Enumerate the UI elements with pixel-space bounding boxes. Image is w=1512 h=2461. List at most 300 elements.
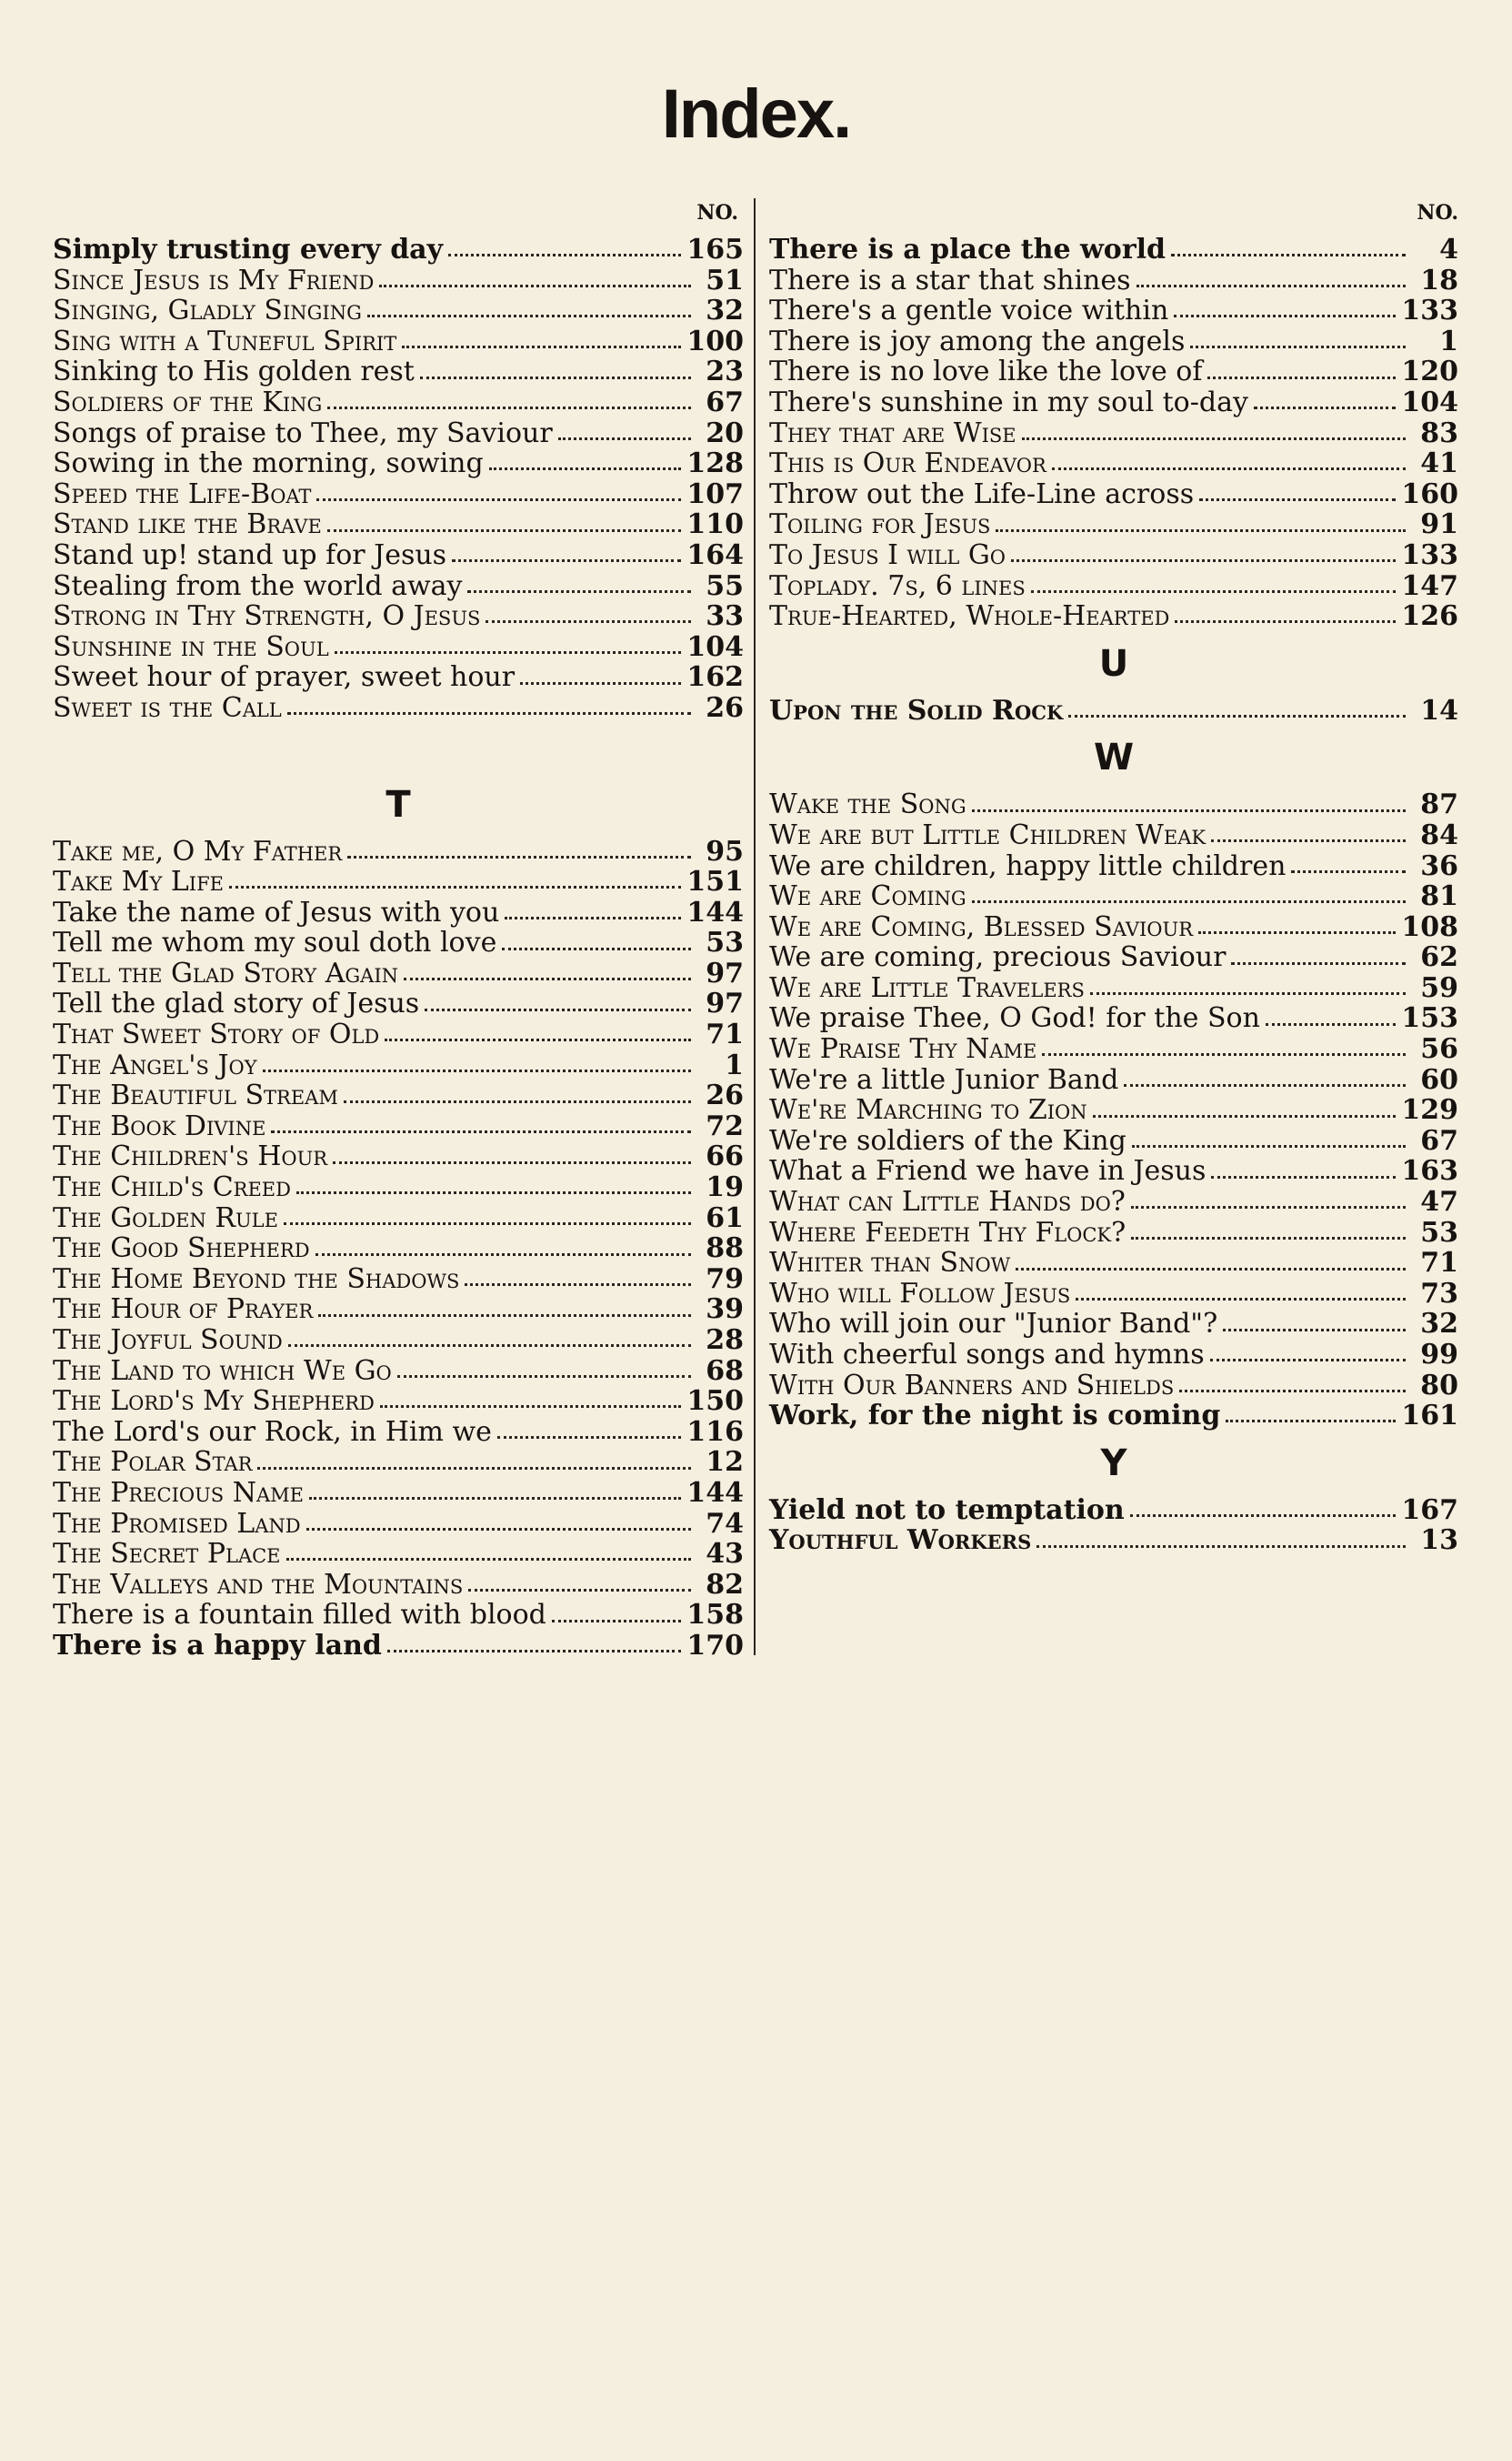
leader-dots [288,1344,691,1347]
leader-dots [452,559,681,562]
entry-number: 13 [1420,1524,1458,1557]
entry-title: There is a place the world [769,234,1166,266]
index-entry [53,1447,744,1478]
entry-number: 79 [706,1262,744,1295]
index-entry [769,851,1458,882]
section-letter-u: U [1098,642,1129,685]
entry-title: Soldiers of the King [53,386,323,418]
entry-number: 60 [1420,1063,1458,1096]
entry-title: The Promised Land [53,1507,301,1540]
right-column [769,191,1458,1556]
index-entry [53,1478,744,1509]
entry-title: Stealing from the world away [53,569,463,602]
leader-dots [1042,1053,1406,1056]
entry-number: 12 [706,1446,744,1479]
index-entry [769,696,1458,727]
leader-dots [296,1191,691,1194]
index-entry [769,357,1458,387]
leader-dots [1226,1420,1396,1422]
entry-number: 26 [706,691,744,724]
index-entry [769,1279,1458,1310]
entry-title: There is joy among the angels [769,325,1186,357]
entry-number: 39 [706,1293,744,1326]
index-entry [53,1172,744,1203]
leader-dots [318,1314,691,1317]
leader-dots [1179,1390,1406,1392]
index-entry [53,387,744,418]
entry-number: 71 [706,1019,744,1051]
group-y [769,1495,1458,1556]
entry-number: 41 [1420,447,1458,480]
index-entry [53,1111,744,1142]
leader-dots [397,1375,691,1378]
leader-dots [385,1039,691,1041]
leader-dots [335,651,682,654]
entry-number: 162 [686,661,744,694]
entry-number: 67 [1420,1124,1458,1157]
leader-dots [380,1405,681,1408]
entry-number: 4 [1439,234,1458,266]
index-entry [769,1525,1458,1556]
leader-dots [1231,962,1406,965]
entry-title: Throw out the Life-Line across [769,477,1195,510]
entry-title: Sweet hour of prayer, sweet hour [53,661,516,694]
entry-number: 84 [1420,819,1458,851]
leader-dots [315,1253,691,1256]
entry-title: We are children, happy little children [769,849,1287,882]
index-entry [53,1570,744,1601]
entry-number: 97 [706,988,744,1020]
entry-title: The Valleys and the Mountains [53,1568,464,1601]
leader-dots [1052,467,1406,470]
leader-dots [1132,1145,1406,1148]
leader-dots [1266,1023,1396,1026]
leader-dots [1210,1359,1406,1361]
entry-number: 32 [1420,1308,1458,1341]
entry-number: 55 [706,569,744,602]
entry-number: 164 [686,538,744,571]
leader-dots [486,620,691,623]
leader-dots [333,1161,691,1164]
leader-dots [229,886,681,889]
entry-number: 99 [1420,1339,1458,1371]
group-u [769,696,1458,727]
leader-dots [327,529,682,532]
entry-number: 74 [706,1507,744,1540]
leader-dots [420,377,691,379]
entry-number: 100 [686,325,744,357]
entry-number: 167 [1401,1493,1458,1526]
index-entry [53,266,744,296]
leader-dots [1198,931,1396,934]
entry-title: There is no love like the love of [769,356,1203,388]
entry-title: The Home Beyond the Shadows [53,1262,460,1295]
entry-number: 19 [706,1171,744,1204]
leader-dots [257,1467,691,1470]
entry-title: Sowing in the morning, sowing [53,447,484,480]
index-entry [53,1417,744,1448]
leader-dots [1011,559,1396,562]
entry-title: The Precious Name [53,1476,304,1509]
leader-dots [1190,346,1406,348]
index-entry [53,540,744,571]
entry-number: 129 [1401,1094,1458,1127]
entry-number: 43 [706,1538,744,1571]
entry-number: 82 [706,1568,744,1601]
index-entry [53,1509,744,1540]
leader-dots [367,315,691,317]
leader-dots [344,1100,691,1103]
index-entry [53,418,744,449]
entry-title: We are coming, precious Saviour [769,941,1227,974]
index-entry [769,571,1458,602]
index-entry [769,1034,1458,1065]
entry-title: We're soldiers of the King [769,1124,1126,1157]
index-entry [53,1294,744,1325]
entry-number: 91 [1420,508,1458,541]
leader-dots [1223,1329,1406,1331]
leader-dots [404,978,691,980]
index-entry [769,266,1458,296]
entry-title: The Polar Star [53,1446,253,1479]
entry-number: 108 [1401,910,1458,943]
index-entry [769,973,1458,1004]
entry-title: There's a gentle voice within [769,295,1169,327]
index-entry [769,1401,1458,1431]
entry-title: Sweet is the Call [53,691,282,724]
entry-number: 56 [1420,1033,1458,1066]
entry-title: Toplady. 7s, 6 lines [769,569,1026,602]
entry-number: 161 [1401,1400,1458,1432]
leader-dots [284,1222,691,1225]
entry-title: The Secret Place [53,1538,281,1571]
entry-number: 87 [1420,789,1458,821]
entry-title: Toiling for Jesus [769,508,991,541]
entry-number: 80 [1420,1369,1458,1401]
entry-number: 20 [706,417,744,449]
entry-title: Speed the Life-Boat [53,477,312,510]
entry-number: 133 [1401,538,1458,571]
index-entry [53,662,744,693]
leader-dots [1211,1176,1396,1179]
entry-title: The Beautiful Stream [53,1080,338,1112]
index-entry [769,479,1458,510]
leader-dots [467,590,691,593]
entry-title: Simply trusting every day [53,234,444,266]
entry-number: 66 [706,1140,744,1173]
index-entry [769,1065,1458,1096]
entry-number: 104 [686,630,744,663]
leader-dots [558,437,691,440]
leader-dots [1175,620,1396,623]
entry-number: 59 [1420,971,1458,1004]
index-entry [53,1141,744,1172]
index-entry [769,1126,1458,1157]
index-entry [53,296,744,326]
leader-dots [402,346,681,348]
index-entry [53,1080,744,1111]
index-entry [53,357,744,387]
column-divider [754,198,756,1655]
entry-number: 32 [706,295,744,327]
entry-title: They that are Wise [769,417,1016,449]
entry-title: Stand up! stand up for Jesus [53,538,447,571]
index-entry [769,296,1458,326]
leader-dots [287,712,691,715]
leader-dots [1031,590,1397,593]
entry-title: Tell me whom my soul doth love [53,927,497,959]
leader-dots [972,900,1406,903]
leader-dots [1174,315,1396,317]
index-entry [769,942,1458,973]
number-column-header-right: NO. [1417,201,1458,225]
leader-dots [972,809,1406,812]
leader-dots [1076,1298,1406,1301]
leader-dots [387,1650,682,1652]
entry-number: 62 [1420,941,1458,974]
index-entry [53,959,744,989]
index-entry [769,1187,1458,1218]
index-entry [769,1003,1458,1034]
entry-number: 88 [706,1232,744,1265]
leader-dots [497,1436,681,1439]
leader-dots [1207,377,1396,379]
entry-number: 110 [686,508,744,541]
entry-number: 170 [686,1629,744,1662]
section-letter-t: T [386,783,411,826]
leader-dots [1291,870,1406,873]
entry-number: 144 [686,1476,744,1509]
group-s [53,235,744,724]
leader-dots [263,1070,691,1072]
index-entry [53,898,744,929]
entry-title: Sinking to His golden rest [53,356,415,388]
entry-number: 51 [706,264,744,296]
index-entry [53,235,744,266]
page-title: Index. [661,75,851,153]
section-letter-y: Y [1100,1441,1127,1484]
index-entry [53,1356,744,1387]
entry-title: Tell the glad story of Jesus [53,988,420,1020]
index-entry [53,509,744,540]
entry-number: 151 [686,866,744,899]
entry-number: 153 [1401,1002,1458,1035]
entry-title: That Sweet Story of Old [53,1019,380,1051]
entry-number: 81 [1420,880,1458,913]
entry-title: Work, for the night is coming [769,1400,1221,1432]
entry-title: We Praise Thy Name [769,1033,1037,1066]
entry-title: With Our Banners and Shields [769,1369,1175,1401]
index-entry [769,235,1458,266]
index-entry [53,1600,744,1631]
leader-dots [1124,1084,1406,1087]
index-entry [769,418,1458,449]
entry-number: 18 [1420,264,1458,296]
index-entry [53,928,744,959]
leader-dots [489,467,682,470]
entry-number: 1 [725,1049,744,1081]
leader-dots [552,1620,682,1622]
entry-title: We're Marching to Zion [769,1094,1087,1127]
entry-title: The Hour of Prayer [53,1293,314,1326]
leader-dots [1130,1514,1397,1517]
entry-title: The Angel's Joy [53,1049,257,1081]
leader-dots [1093,1115,1397,1118]
entry-number: 116 [686,1415,744,1448]
entry-number: 160 [1401,477,1458,510]
leader-dots [306,1528,691,1531]
index-entry [769,1248,1458,1279]
leader-dots [1131,1237,1406,1240]
entry-number: 73 [1420,1277,1458,1310]
entry-number: 158 [686,1599,744,1632]
entry-number: 26 [706,1080,744,1112]
leader-dots [1090,992,1406,995]
leader-dots [502,948,691,950]
entry-title: Where Feedeth Thy Flock? [769,1216,1126,1249]
leader-dots [286,1558,691,1561]
leader-dots [1254,407,1396,409]
index-entry [769,1156,1458,1187]
entry-title: Songs of praise to Thee, my Saviour [53,417,553,449]
entry-title: What can Little Hands do? [769,1186,1126,1219]
leader-dots [1137,285,1406,287]
entry-number: 147 [1401,569,1458,602]
entry-title: Youthful Workers [769,1524,1032,1557]
entry-title: The Child's Creed [53,1171,291,1204]
entry-number: 165 [686,234,744,266]
leader-dots [425,1009,691,1011]
index-entry [53,479,744,510]
entry-number: 163 [1401,1155,1458,1188]
leader-dots [1036,1545,1406,1548]
index-entry [769,1095,1458,1126]
entry-number: 72 [706,1110,744,1142]
entry-title: Singing, Gladly Singing [53,295,362,327]
index-entry [53,1233,744,1264]
index-entry [769,387,1458,418]
entry-title: There is a fountain filled with blood [53,1599,546,1632]
entry-number: 104 [1401,386,1458,418]
entry-title: There is a happy land [53,1629,382,1662]
entry-title: Yield not to temptation [769,1493,1125,1526]
entry-title: The Children's Hour [53,1140,328,1173]
leader-dots [347,856,691,859]
index-entry [769,820,1458,851]
number-column-header-left: NO. [696,201,738,225]
entry-title: There is a star that shines [769,264,1131,296]
entry-title: We are Coming, Blessed Saviour [769,910,1194,943]
entry-number: 53 [1420,1216,1458,1249]
index-entry [53,1264,744,1295]
index-entry [53,1631,744,1662]
entry-title: Tell the Glad Story Again [53,957,399,989]
entry-title: Sing with a Tuneful Spirit [53,325,397,357]
index-entry [53,448,744,479]
entry-number: 144 [686,896,744,929]
leader-dots [996,529,1406,532]
entry-title: We praise Thee, O God! for the Son [769,1002,1260,1035]
entry-title: This is Our Endeavor [769,447,1046,480]
index-entry [769,448,1458,479]
entry-title: The Lord's our Rock, in Him we [53,1415,492,1448]
leader-dots [1068,715,1406,718]
entry-title: The Lord's My Shepherd [53,1385,375,1418]
entry-number: 126 [1401,600,1458,633]
leader-dots [1171,254,1406,256]
entry-number: 83 [1420,417,1458,449]
leader-dots [379,285,691,287]
index-entry [769,881,1458,912]
entry-number: 97 [706,957,744,989]
entry-title: Take the name of Jesus with you [53,896,500,929]
index-entry [53,1203,744,1234]
index-entry [769,789,1458,820]
index-entry [53,326,744,357]
entry-number: 33 [706,600,744,633]
index-entry [53,1020,744,1050]
index-entry [53,837,744,868]
entry-title: Sunshine in the Soul [53,630,329,663]
index-entry [769,1218,1458,1249]
leader-dots [468,1589,691,1592]
index-entry [53,571,744,602]
entry-title: Whiter than Snow [769,1247,1011,1280]
leader-dots [327,407,691,409]
entry-title: Take me, O My Father [53,835,343,868]
leader-dots [1016,1268,1406,1271]
index-entry [53,632,744,663]
index-entry [769,326,1458,357]
leader-dots [1131,1206,1406,1209]
index-entry [769,1340,1458,1371]
leader-dots [1022,437,1406,440]
entry-title: True-Hearted, Whole-Hearted [769,600,1170,633]
entry-title: The Golden Rule [53,1201,278,1234]
group-t [53,837,744,1662]
index-entry [53,601,744,632]
entry-title: What a Friend we have in Jesus [769,1155,1207,1188]
entry-number: 120 [1401,356,1458,388]
left-column [53,191,744,1662]
index-entry [769,509,1458,540]
leader-dots [271,1130,691,1133]
entry-number: 1 [1439,325,1458,357]
entry-title: With cheerful songs and hymns [769,1339,1205,1371]
entry-number: 107 [686,477,744,510]
entry-number: 53 [706,927,744,959]
index-entry [53,1050,744,1081]
leader-dots [316,498,681,501]
leader-dots [448,254,681,256]
entry-number: 36 [1420,849,1458,882]
entry-title: Who will join our "Junior Band"? [769,1308,1218,1341]
group-t-cont [769,235,1458,632]
entry-number: 133 [1401,295,1458,327]
index-entry [53,1539,744,1570]
index-entry [769,540,1458,571]
index-entry [53,989,744,1020]
leader-dots [309,1497,681,1500]
entry-title: We're a little Junior Band [769,1063,1119,1096]
group-w [769,789,1458,1431]
index-entry [53,1386,744,1417]
index-entry [53,867,744,898]
entry-number: 95 [706,835,744,868]
entry-number: 67 [706,386,744,418]
entry-number: 28 [706,1324,744,1356]
entry-title: To Jesus I will Go [769,538,1006,571]
